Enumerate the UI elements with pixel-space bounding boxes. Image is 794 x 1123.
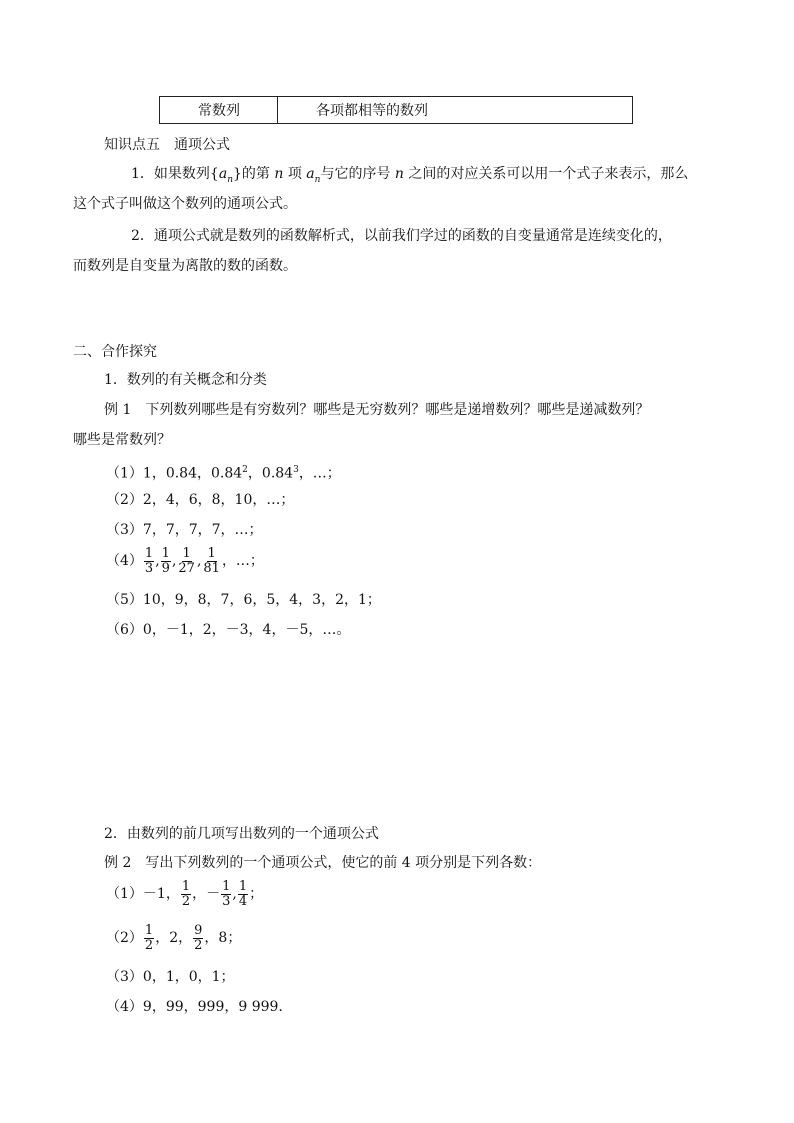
example1-line1: 例 1 下列数列哪些是有穷数列？哪些是无穷数列？哪些是递增数列？哪些是递减数列？ — [104, 402, 650, 418]
sequence-item-1: （1）1，0.84，0.84$^2$，0.84$^3$，…； — [106, 465, 341, 482]
sequence-item-6: （6）0，－1，2，－3，4，－5，…。 — [106, 622, 351, 638]
sequence-item-5: （5）10，9，8，7，6，5，4，3，2，1； — [106, 592, 381, 608]
sequence-item-2: （2）2，4，6，8，10，…； — [106, 492, 295, 508]
example2-item-4: （4）9，99，999，9 999. — [106, 999, 283, 1015]
kp5-paragraph1-line2: 这个式子叫做这个数列的通项公式。 — [73, 196, 297, 212]
example2-item-3: （3）0，1，0，1； — [106, 969, 235, 985]
example2-item-1: （1）－1， $\frac{1}{2}$ ，－ $\frac{1}{3}$ , $\frac{1}{4}$ ； — [106, 878, 264, 909]
table-cell-definition: 各项都相等的数列 — [316, 103, 428, 119]
fraction: $\frac{1}{4}$ — [238, 878, 248, 909]
subsection-2-title: 2．由数列的前几项写出数列的一个通项公式 — [104, 826, 379, 842]
subsection-1-title: 1．数列的有关概念和分类 — [104, 372, 267, 388]
fraction: $\frac{1}{3}$ — [222, 878, 231, 909]
kp5-paragraph2-line1: 2．通项公式就是数列的函数解析式，以前我们学过的函数的自变量通常是连续变化的， — [131, 228, 672, 244]
table-cell-term: 常数列 — [160, 97, 278, 123]
example2-prompt: 例 2 写出下列数列的一个通项公式，使它的前 4 项分别是下列各数： — [104, 855, 542, 871]
kp5-paragraph2-line2: 而数列是自变量为离散的数的函数。 — [73, 258, 297, 274]
fraction: $\frac{1}{9}$ — [161, 545, 170, 576]
kp5-paragraph1-line1: 1．如果数列$\{a_n\}$的第 n 项 $a_n$与它的序号 n 之间的对应关系可以用一个式子来表示，那么 — [131, 166, 689, 185]
fraction: $\frac{9}{2}$ — [194, 922, 203, 953]
example1-line2: 哪些是常数列？ — [73, 432, 171, 448]
definition-table-row — [159, 96, 633, 124]
fraction: $\frac{1}{81}$ — [203, 545, 220, 576]
knowledge-point-title: 知识点五 通项公式 — [104, 137, 230, 153]
sequence-item-3: （3）7，7，7，7，…； — [106, 522, 263, 538]
section-heading: 二、合作探究 — [73, 344, 157, 360]
fraction: $\frac{1}{27}$ — [178, 545, 195, 576]
sequence-item-4: （4） $\frac{1}{3}$ , $\frac{1}{9}$ , $\frac{1}{27}$ , $\frac{1}{81}$ ，…； — [106, 545, 264, 576]
fraction: $\frac{1}{3}$ — [144, 545, 154, 576]
example2-item-2: （2） $\frac{1}{2}$ ，2， $\frac{9}{2}$ ，8； — [106, 922, 242, 953]
fraction: $\frac{1}{2}$ — [144, 922, 154, 953]
fraction: $\frac{1}{2}$ — [181, 878, 191, 909]
